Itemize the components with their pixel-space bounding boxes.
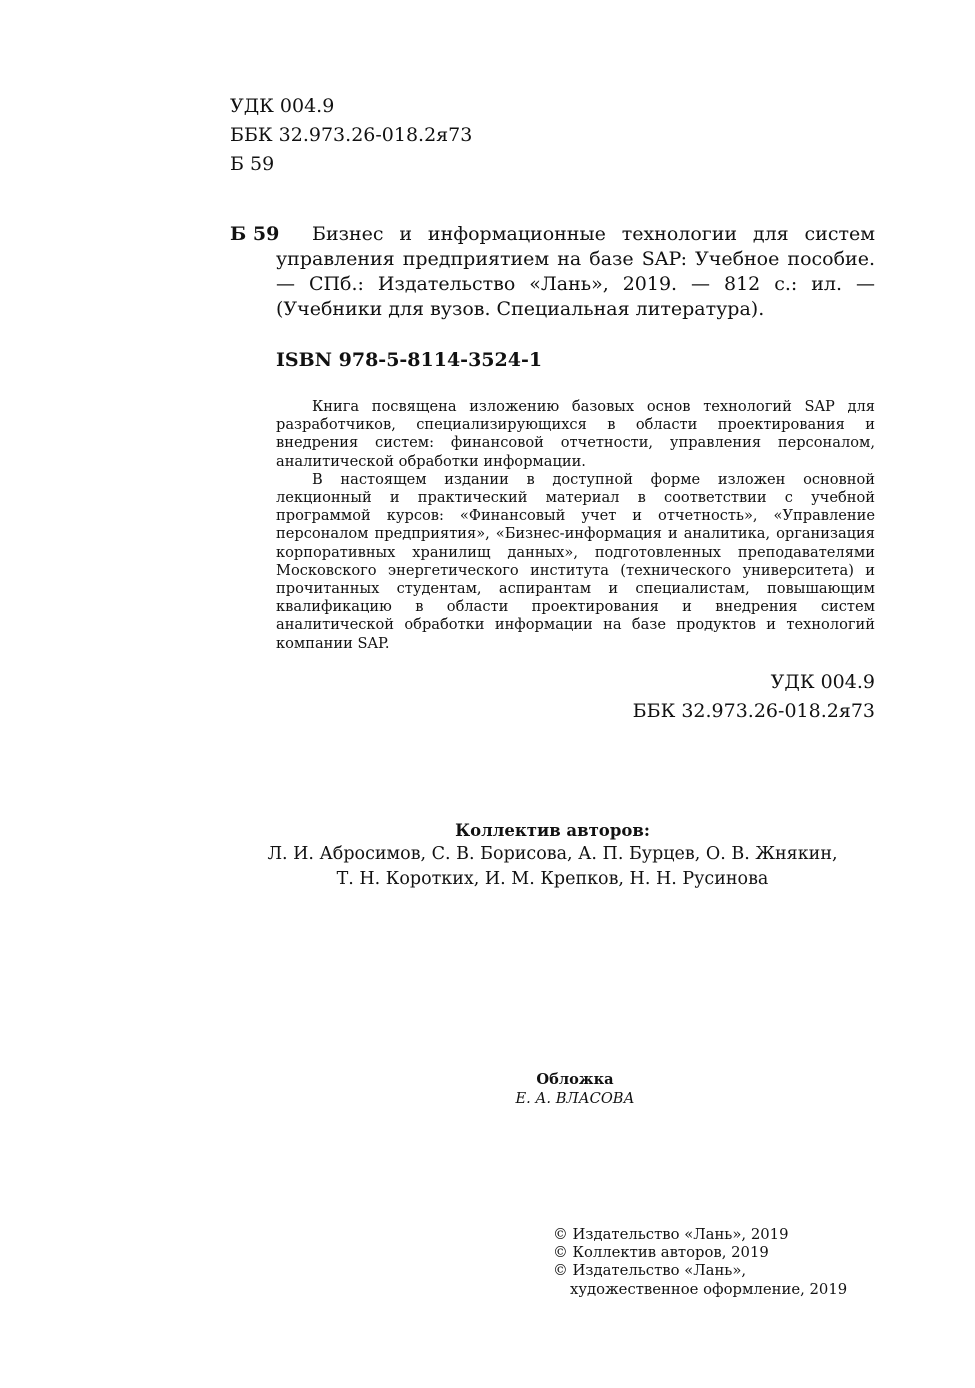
annotation — [276, 398, 875, 653]
annotation-paragraph: Книга посвящена изложению базовых основ технологий SAP для разработчиков, специализирующихся в области проектирования и внедрения систем: финансовой отчетности, управления персоналом, аналитической обработки информации. — [276, 398, 875, 470]
bbk-code: ББК 32.973.26-018.2я73 — [230, 124, 473, 146]
authors-block — [230, 820, 875, 892]
classification-codes-top — [230, 92, 472, 179]
cover-heading: Обложка — [536, 1071, 614, 1088]
authors-names: Л. И. Абросимов, С. В. Борисова, А. П. Бурцев, О. В. Жнякин, — [267, 844, 838, 864]
udk-code: УДК 004.9 — [230, 95, 335, 117]
isbn: ISBN 978-5-8114-3524-1 — [276, 349, 543, 371]
entry-description: Бизнес и информационные технологии для систем управления предприятием на базе SAP: Учебное пособие. — СПб.: Издательство «Лань», 2019. — 812 с.: ил. — (Учебники для вузов. Специальная литература). — [276, 223, 875, 320]
bibliographic-entry — [230, 222, 875, 322]
authors-names: Т. Н. Коротких, И. М. Крепков, Н. Н. Русинова — [336, 869, 769, 889]
annotation-paragraph: В настоящем издании в доступной форме изложен основной лекционный и практический материал в соответствии с учебной программой курсов: «Финансовый учет и отчетность», «Управление персоналом предприятия», «Бизнес-информация и аналитика, организация корпоративных хранилищ данных», подготовленных преподавателями Московского энергетического института (технического университета) и прочитанных студентам, аспирантам и специалистам, повышающим квалификацию в области проектирования и внедрения систем аналитической обработки информации на базе продуктов и технологий компании SAP. — [276, 470, 875, 652]
authors-heading: Коллектив авторов: — [455, 821, 650, 840]
copyright-line: © Коллектив авторов, 2019 — [553, 1244, 769, 1262]
cover-designer: Е. А. ВЛАСОВА — [515, 1090, 635, 1107]
udk-code: УДК 004.9 — [770, 671, 875, 693]
cover-credit — [230, 1070, 920, 1108]
copyright-line: © Издательство «Лань», 2019 — [553, 1226, 789, 1243]
copyright-line: художественное оформление, 2019 — [570, 1280, 848, 1298]
copyright-line: © Издательство «Лань», — [553, 1262, 747, 1280]
author-code: Б 59 — [230, 153, 275, 175]
copyright-block — [553, 1226, 847, 1299]
bbk-code: ББК 32.973.26-018.2я73 — [632, 700, 875, 722]
entry-author-code: Б 59 — [230, 223, 280, 245]
classification-codes-bottom — [633, 668, 875, 726]
